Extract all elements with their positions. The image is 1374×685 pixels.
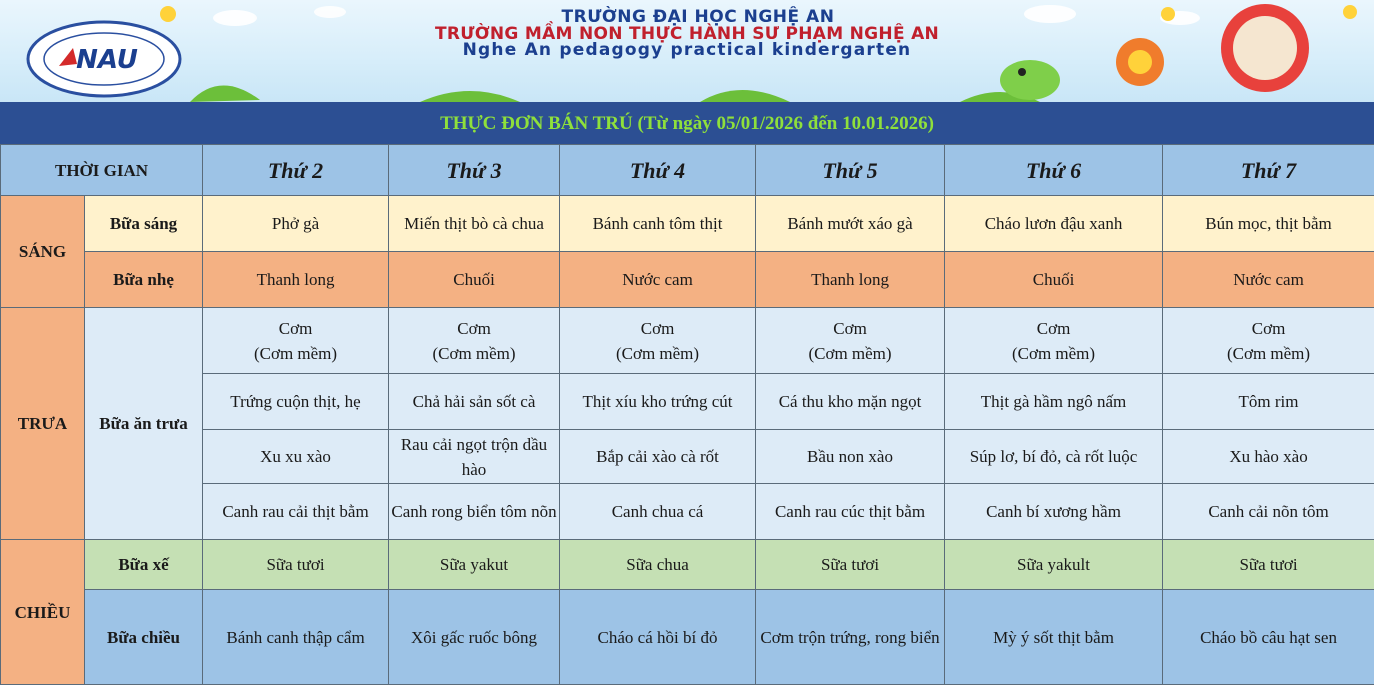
day-header-thu: Thứ 5 — [756, 145, 945, 196]
day-header-wed: Thứ 4 — [560, 145, 756, 196]
day-header-tue: Thứ 3 — [389, 145, 560, 196]
menu-cell: Chuối — [945, 252, 1163, 308]
meal-label-snack: Bữa nhẹ — [85, 252, 203, 308]
menu-cell-rice: Cơm (Cơm mềm) — [945, 308, 1163, 374]
time-header: THỜI GIAN — [1, 145, 203, 196]
menu-cell: Xu hào xào — [1163, 430, 1374, 484]
menu-cell: Bánh canh tôm thịt — [560, 196, 756, 252]
table-row — [1, 590, 1374, 685]
svg-text:NAU: NAU — [76, 45, 138, 75]
menu-cell: Canh rong biển tôm nõn — [389, 484, 560, 540]
menu-title: THỰC ĐƠN BÁN TRÚ (Từ ngày 05/01/2026 đến 10.01.2026) — [440, 113, 934, 134]
meal-label-afternoon-snack: Bữa xế — [85, 540, 203, 590]
meal-label-lunch: Bữa ăn trưa — [85, 308, 203, 540]
menu-cell: Miến thịt bò cà chua — [389, 196, 560, 252]
menu-cell: Nước cam — [1163, 252, 1374, 308]
menu-cell: Chả hải sản sốt cà — [389, 374, 560, 430]
menu-cell: Bầu non xào — [756, 430, 945, 484]
menu-cell: Canh rau cúc thịt bằm — [756, 484, 945, 540]
menu-cell: Cháo lươn đậu xanh — [945, 196, 1163, 252]
menu-cell: Trứng cuộn thịt, hẹ — [203, 374, 389, 430]
meal-label-breakfast: Bữa sáng — [85, 196, 203, 252]
menu-cell-rice: Cơm (Cơm mềm) — [389, 308, 560, 374]
kindergarten-english-name: Nghe An pedagogy practical kindergarten — [462, 40, 912, 60]
section-morning: SÁNG — [1, 196, 85, 308]
table-row — [1, 308, 1374, 374]
section-afternoon: CHIỀU — [1, 540, 85, 685]
menu-cell: Bánh mướt xáo gà — [756, 196, 945, 252]
school-banner — [0, 0, 1374, 102]
menu-cell: Canh chua cá — [560, 484, 756, 540]
menu-cell: Sữa chua — [560, 540, 756, 590]
menu-cell: Súp lơ, bí đỏ, cà rốt luộc — [945, 430, 1163, 484]
menu-cell-rice: Cơm (Cơm mềm) — [1163, 308, 1374, 374]
day-header-sat: Thứ 7 — [1163, 145, 1374, 196]
menu-cell: Canh cải nõn tôm — [1163, 484, 1374, 540]
menu-title-bar — [0, 102, 1374, 144]
menu-cell: Sữa tươi — [203, 540, 389, 590]
menu-cell: Sữa tươi — [756, 540, 945, 590]
menu-cell: Sữa yakult — [945, 540, 1163, 590]
menu-cell: Thịt xíu kho trứng cút — [560, 374, 756, 430]
menu-cell-rice: Cơm (Cơm mềm) — [756, 308, 945, 374]
table-row — [1, 540, 1374, 590]
menu-cell: Thanh long — [756, 252, 945, 308]
kindergarten-name: TRƯỜNG MẦM NON THỰC HÀNH SƯ PHẠM NGHỆ AN — [434, 24, 940, 44]
menu-cell: Phở gà — [203, 196, 389, 252]
menu-cell: Canh bí xương hầm — [945, 484, 1163, 540]
table-row — [1, 252, 1374, 308]
menu-table — [0, 144, 1374, 685]
menu-cell: Thịt gà hầm ngô nấm — [945, 374, 1163, 430]
meal-label-dinner: Bữa chiều — [85, 590, 203, 685]
menu-cell: Cá thu kho mặn ngọt — [756, 374, 945, 430]
menu-cell: Nước cam — [560, 252, 756, 308]
menu-cell: Bắp cải xào cà rốt — [560, 430, 756, 484]
menu-cell: Mỳ ý sốt thịt bằm — [945, 590, 1163, 685]
menu-cell-rice: Cơm (Cơm mềm) — [203, 308, 389, 374]
menu-cell: Rau cải ngọt trộn dầu hào — [389, 430, 560, 484]
menu-cell: Cơm trộn trứng, rong biển — [756, 590, 945, 685]
menu-cell: Canh rau cải thịt bằm — [203, 484, 389, 540]
menu-cell: Tôm rim — [1163, 374, 1374, 430]
menu-cell: Bánh canh thập cẩm — [203, 590, 389, 685]
menu-cell: Cháo bồ câu hạt sen — [1163, 590, 1374, 685]
menu-cell: Chuối — [389, 252, 560, 308]
menu-cell: Bún mọc, thịt bằm — [1163, 196, 1374, 252]
table-row — [1, 484, 1374, 540]
section-noon: TRƯA — [1, 308, 85, 540]
menu-cell: Sữa tươi — [1163, 540, 1374, 590]
menu-cell: Sữa yakut — [389, 540, 560, 590]
menu-cell: Cháo cá hồi bí đỏ — [560, 590, 756, 685]
table-row — [1, 430, 1374, 484]
table-row — [1, 196, 1374, 252]
day-header-mon: Thứ 2 — [203, 145, 389, 196]
university-name: TRƯỜNG ĐẠI HỌC NGHỆ AN — [561, 7, 835, 27]
decorative-clouds — [0, 0, 1374, 102]
day-header-fri: Thứ 6 — [945, 145, 1163, 196]
header-row — [1, 145, 1374, 196]
menu-cell: Thanh long — [203, 252, 389, 308]
menu-cell: Xu xu xào — [203, 430, 389, 484]
table-row — [1, 374, 1374, 430]
menu-cell-rice: Cơm (Cơm mềm) — [560, 308, 756, 374]
menu-cell: Xôi gấc ruốc bông — [389, 590, 560, 685]
